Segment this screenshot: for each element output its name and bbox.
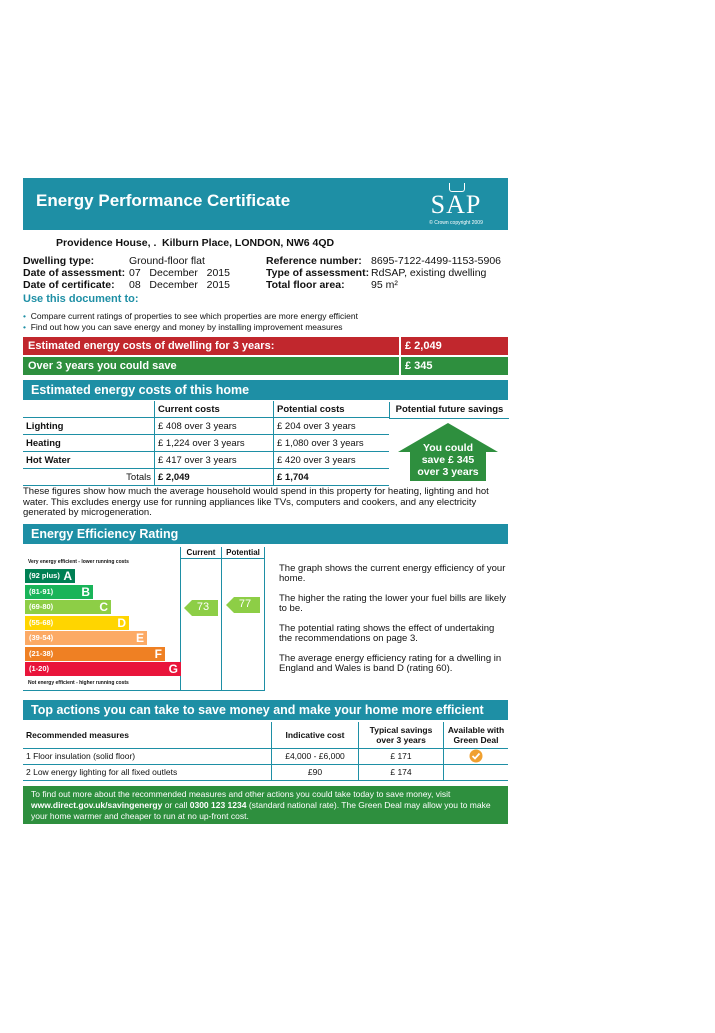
band-a bbox=[25, 569, 75, 583]
total-potential: £ 1,704 bbox=[274, 469, 390, 486]
band-range: (1-20) bbox=[29, 664, 50, 673]
table-row bbox=[23, 418, 389, 435]
certificate-header bbox=[23, 178, 508, 230]
green-deal-cell bbox=[444, 748, 509, 764]
rating-text: The higher the rating the lower your fuel bills are likely to be. bbox=[279, 593, 507, 614]
dwelling-type-value: Ground-floor flat bbox=[129, 255, 205, 267]
current-cost: £ 417 over 3 years bbox=[155, 452, 274, 469]
band-f bbox=[25, 647, 165, 661]
band-letter: G bbox=[168, 662, 178, 676]
savings-line1: You could bbox=[423, 442, 473, 454]
actions-section-heading: Top actions you can take to save money and make your home more efficient bbox=[23, 700, 508, 720]
row-label: Hot Water bbox=[26, 454, 71, 466]
assessment-type-value: RdSAP, existing dwelling bbox=[371, 267, 487, 279]
band-range: (55-68) bbox=[29, 617, 54, 627]
reference-value: 8695-7122-4499-1153-5906 bbox=[371, 255, 501, 267]
savings-house-text bbox=[397, 442, 499, 478]
reference-label: Reference number: bbox=[266, 255, 362, 267]
band-letter: F bbox=[154, 646, 162, 661]
band-d bbox=[25, 616, 129, 630]
total-current: £ 2,049 bbox=[155, 469, 274, 486]
floor-area-value: 95 m² bbox=[371, 279, 398, 291]
costs-note: These figures show how much the average household would spend in this property for heating, lighting and hot water. This excludes energy use for running appliances like TVs, computers and cookers, and any electricity generated by microgeneration. bbox=[23, 486, 489, 518]
sap-logo bbox=[416, 182, 496, 226]
rating-chart bbox=[23, 547, 265, 691]
savingenergy-link[interactable]: www.direct.gov.uk/savingenergy bbox=[31, 800, 163, 810]
future-savings-header: Potential future savings bbox=[389, 402, 509, 419]
row-label: Heating bbox=[26, 437, 61, 449]
floor-area-label: Total floor area: bbox=[266, 279, 345, 291]
green-deal-tick-icon bbox=[469, 749, 483, 763]
band-letter: C bbox=[99, 600, 108, 614]
sap-logo-text: SAP bbox=[430, 190, 482, 219]
current-costs-header: Current costs bbox=[155, 401, 274, 418]
indicative-cost: £4,000 - £6,000 bbox=[272, 748, 359, 764]
measures-header: Recommended measures bbox=[26, 729, 129, 740]
measure: 1 Floor insulation (solid floor) bbox=[26, 751, 136, 761]
estimated-costs-bar: Estimated energy costs of dwelling for 3 years: bbox=[23, 337, 399, 355]
footer-text: To find out more about the recommended measures and other actions you could take today to save money, visit bbox=[31, 789, 451, 799]
typical-saving: £ 174 bbox=[359, 764, 444, 780]
green-deal-cell bbox=[444, 764, 509, 780]
rating-section-heading: Energy Efficiency Rating bbox=[23, 524, 508, 544]
band-b bbox=[25, 585, 93, 599]
potential-cost: £ 1,080 over 3 years bbox=[274, 435, 390, 452]
band-range: (92 plus) bbox=[29, 571, 60, 580]
actions-table bbox=[23, 722, 508, 781]
sap-copyright: © Crown copyright 2009 bbox=[429, 220, 483, 226]
green-deal-header: Available with Green Deal bbox=[444, 722, 509, 748]
use-doc-heading: Use this document to: bbox=[23, 293, 139, 305]
could-save-bar: Over 3 years you could save bbox=[23, 357, 399, 375]
use-doc-list bbox=[23, 311, 358, 333]
totals-row bbox=[23, 469, 389, 486]
address-line2: Kilburn Place, LONDON, NW6 4QD bbox=[162, 237, 335, 249]
table-row bbox=[23, 452, 389, 469]
assessment-type-label: Type of assessment: bbox=[266, 267, 370, 279]
indicative-cost: £90 bbox=[272, 764, 359, 780]
phone-number: 0300 123 1234 bbox=[189, 800, 247, 810]
assessment-date-value: 07 December 2015 bbox=[129, 267, 230, 279]
band-e bbox=[25, 631, 147, 645]
certificate-title: Energy Performance Certificate bbox=[36, 191, 291, 210]
potential-cost: £ 420 over 3 years bbox=[274, 452, 390, 469]
savings-line3: over 3 years bbox=[417, 466, 479, 478]
current-cost: £ 1,224 over 3 years bbox=[155, 435, 274, 452]
typical-saving: £ 171 bbox=[359, 748, 444, 764]
band-range: (39-54) bbox=[29, 633, 54, 642]
estimated-costs-value: £ 2,049 bbox=[401, 337, 508, 355]
dwelling-type-label: Dwelling type: bbox=[23, 255, 95, 267]
potential-costs-header: Potential costs bbox=[274, 401, 390, 418]
certificate-date-label: Date of certificate: bbox=[23, 279, 115, 291]
cost-header: Indicative cost bbox=[272, 722, 359, 748]
costs-table bbox=[23, 401, 389, 486]
address-line1: Providence House, . bbox=[56, 237, 157, 249]
potential-rating-value: 77 bbox=[238, 598, 252, 610]
totals-label: Totals bbox=[126, 471, 151, 483]
certificate-date-value: 08 December 2015 bbox=[129, 279, 230, 291]
saving-header: Typical savings over 3 years bbox=[359, 722, 444, 748]
savings-line2: save £ 345 bbox=[421, 454, 475, 466]
top-efficiency-note: Very energy efficient - lower running costs bbox=[28, 559, 129, 565]
potential-cost: £ 204 over 3 years bbox=[274, 418, 390, 435]
footer-text: (standard national rate). The Green Deal may allow you to make your home warmer and cheaper to run at no up-front cost. bbox=[31, 800, 491, 821]
use-doc-bullet: • Find out how you can save energy and money by installing improvement measures bbox=[23, 322, 343, 332]
row-label: Lighting bbox=[26, 420, 64, 432]
table-row bbox=[23, 748, 508, 764]
band-range: (69-80) bbox=[29, 602, 54, 611]
band-letter: D bbox=[117, 615, 126, 630]
current-column-header: Current bbox=[186, 548, 216, 557]
rating-text: The average energy efficiency rating for a dwelling in England and Wales is band D (rating 60). bbox=[279, 653, 502, 674]
table-row bbox=[23, 764, 508, 780]
band-range: (21-38) bbox=[29, 648, 54, 658]
band-c bbox=[25, 600, 111, 614]
costs-section-heading: Estimated energy costs of this home bbox=[23, 380, 508, 400]
costs-header-row bbox=[23, 401, 389, 418]
band-letter: B bbox=[81, 584, 90, 599]
current-rating-value: 73 bbox=[196, 601, 210, 613]
band-letter: A bbox=[63, 569, 72, 583]
band-letter: E bbox=[135, 631, 144, 645]
crown-icon bbox=[449, 183, 465, 192]
rating-text: The graph shows the current energy efficiency of your home. bbox=[279, 563, 506, 584]
rating-explanation bbox=[279, 564, 507, 674]
potential-column-header: Potential bbox=[226, 548, 260, 557]
actions-footer bbox=[23, 786, 508, 824]
use-doc-bullet: • Compare current ratings of properties to see which properties are more energy efficient bbox=[23, 311, 358, 321]
bottom-efficiency-note: Not energy efficient - higher running costs bbox=[28, 680, 129, 686]
assessment-date-label: Date of assessment: bbox=[23, 267, 126, 279]
rating-text: The potential rating shows the effect of undertaking the recommendations on page 3. bbox=[279, 623, 495, 644]
table-row bbox=[23, 435, 389, 452]
could-save-value: £ 345 bbox=[401, 357, 508, 375]
measure: 2 Low energy lighting for all fixed outlets bbox=[26, 767, 178, 777]
band-g bbox=[25, 662, 181, 676]
band-range: (81-91) bbox=[29, 586, 54, 596]
actions-header-row bbox=[23, 722, 508, 748]
footer-text: or call bbox=[162, 800, 190, 810]
current-cost: £ 408 over 3 years bbox=[155, 418, 274, 435]
